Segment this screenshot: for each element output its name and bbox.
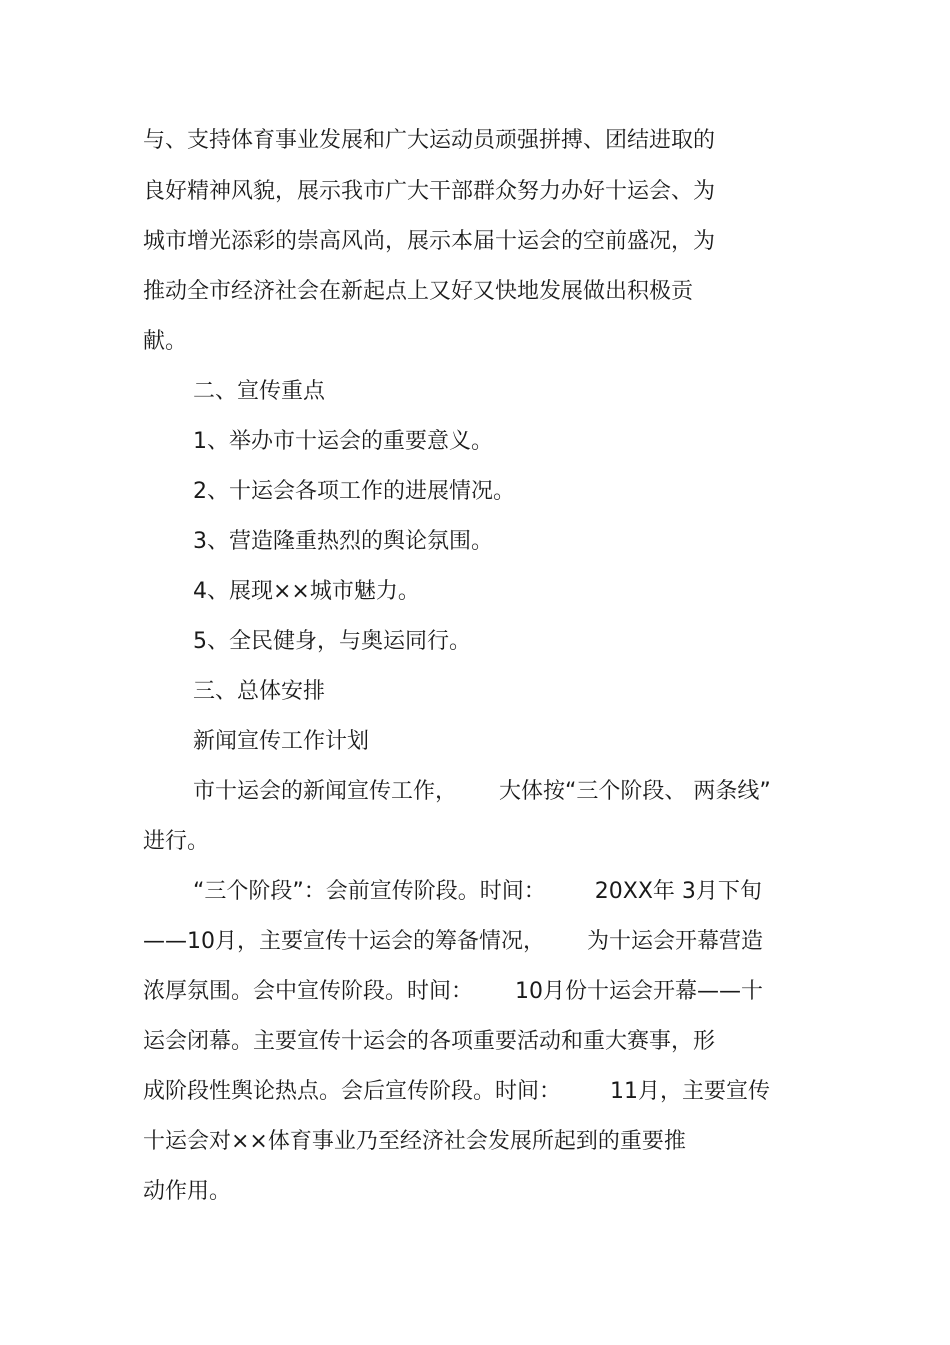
- paragraph-line: 十运会对××体育事业乃至经济社会发展所起到的重要推: [143, 1129, 686, 1154]
- paragraph-line: “三个阶段”：会前宣传阶段。时间： 20XX年 3月下旬: [193, 879, 762, 904]
- paragraph-line: ——10月，主要宣传十运会的筹备情况， 为十运会开幕营造: [143, 929, 763, 954]
- paragraph-line: 浓厚氛围。会中宣传阶段。时间： 10月份十运会开幕——十: [143, 979, 763, 1004]
- section-heading: 三、总体安排: [193, 679, 326, 704]
- list-item: 3、营造隆重热烈的舆论氛围。: [193, 529, 493, 554]
- list-item: 5、全民健身，与奥运同行。: [193, 629, 471, 654]
- paragraph-line: 良好精神风貌，展示我市广大干部群众努力办好十运会、为: [143, 179, 716, 204]
- section-heading: 二、宣传重点: [193, 379, 326, 404]
- paragraph-line: 运会闭幕。主要宣传十运会的各项重要活动和重大赛事，形: [143, 1029, 716, 1054]
- paragraph-line: 成阶段性舆论热点。会后宣传阶段。时间： 11月，主要宣传: [143, 1079, 770, 1104]
- paragraph-line: 市十运会的新闻宣传工作， 大体按“三个阶段、 两条线”: [193, 779, 771, 804]
- paragraph-line: 献。: [143, 329, 188, 354]
- paragraph-line: 推动全市经济社会在新起点上又好又快地发展做出积极贡: [143, 279, 694, 304]
- list-item: 1、举办市十运会的重要意义。: [193, 429, 493, 454]
- paragraph-line: 城市增光添彩的崇高风尚，展示本届十运会的空前盛况，为: [143, 229, 716, 254]
- paragraph-line: 动作用。: [143, 1179, 232, 1204]
- paragraph-line: 进行。: [143, 829, 210, 854]
- list-item: 4、展现××城市魅力。: [193, 579, 420, 604]
- paragraph-line: 与、支持体育事业发展和广大运动员顽强拼搏、团结进取的: [143, 128, 716, 153]
- subsection-heading: 新闻宣传工作计划: [193, 729, 370, 754]
- list-item: 2、十运会各项工作的进展情况。: [193, 479, 515, 504]
